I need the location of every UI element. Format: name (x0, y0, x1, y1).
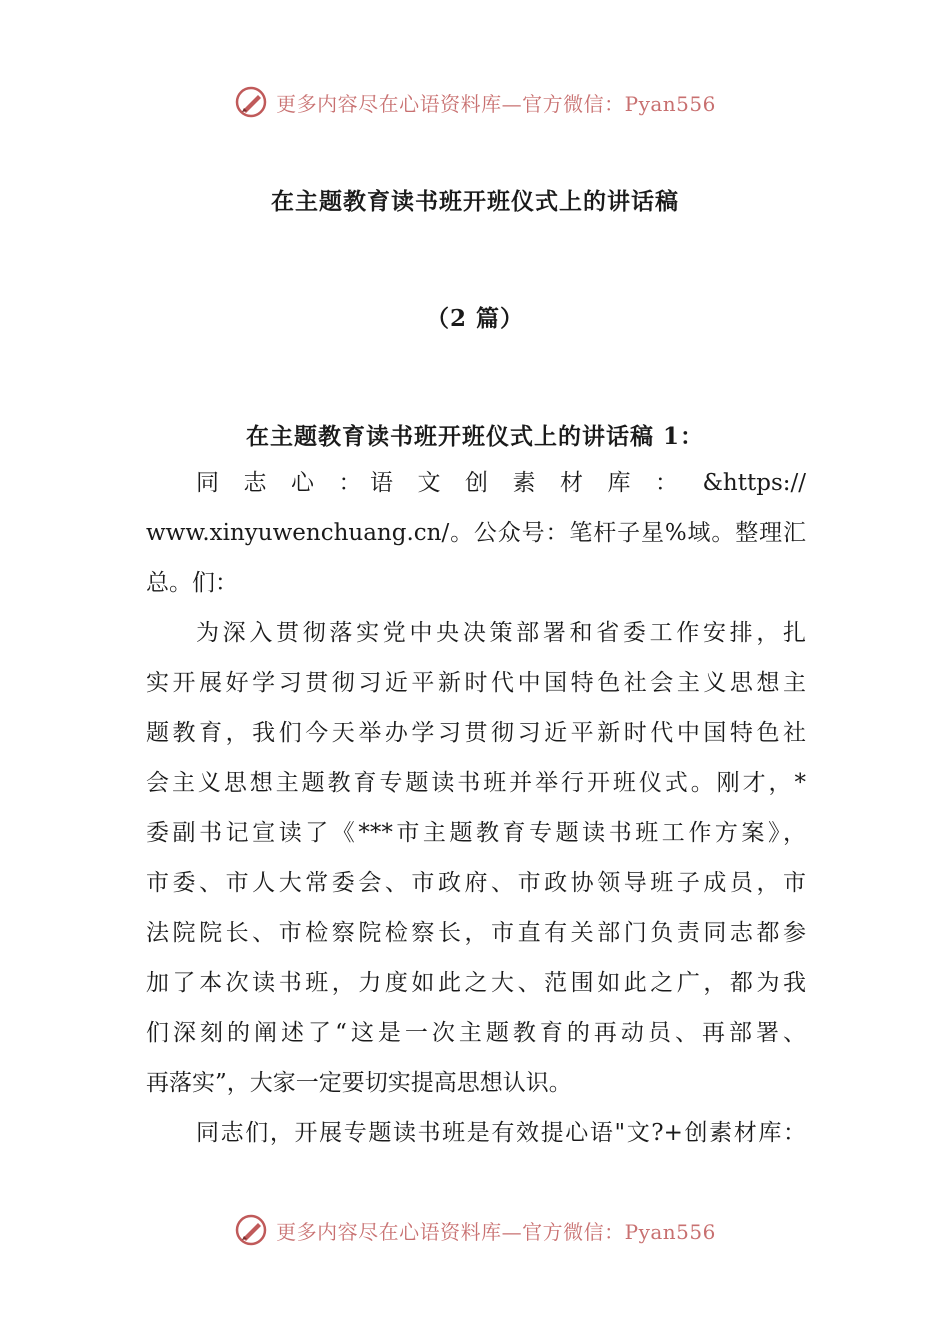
document-subtitle: 在主题教育读书班开班仪式上的讲话稿 1： (245, 423, 704, 450)
body-line: 们深刻的阐述了“这是一次主题教育的再动员、再部署、 (146, 1020, 806, 1046)
document-title: 在主题教育读书班开班仪式上的讲话稿 (271, 188, 679, 215)
body-line: 同 志 心 ：语 文 创 素 材 库 ： &https:// (196, 470, 806, 496)
footer-banner-text: 更多内容尽在心语资料库—官方微信：Pyan556 (276, 1219, 716, 1244)
body-line: 会主义思想主题教育专题读书班并举行开班仪式。刚才，* (146, 770, 806, 796)
document-body (146, 458, 806, 1158)
document-count: （2 篇） (425, 305, 524, 332)
body-line: 市委、市人大常委会、市政府、市政协领导班子成员，市 (146, 870, 806, 896)
pen-logo-icon (234, 1213, 268, 1247)
body-line: 再落实”，大家一定要切实提高思想认识。 (146, 1070, 572, 1096)
body-line: 同志们，开展专题读书班是有效提心语"文?+创素材库： (196, 1120, 806, 1146)
header-banner-text: 更多内容尽在心语资料库—官方微信：Pyan556 (276, 91, 716, 116)
body-line: 为深入贯彻落实党中央决策部署和省委工作安排，扎 (196, 620, 806, 646)
footer-banner (0, 1208, 950, 1252)
body-line: 加了本次读书班，力度如此之大、范围如此之广，都为我 (146, 970, 806, 996)
body-line: 实开展好学习贯彻习近平新时代中国特色社会主义思想主 (146, 670, 806, 696)
body-line: 题教育，我们今天举办学习贯彻习近平新时代中国特色社 (146, 720, 806, 746)
pen-logo-icon (234, 85, 268, 119)
body-line: 法院院长、市检察院检察长，市直有关部门负责同志都参 (146, 920, 806, 946)
body-line: 总。们： (146, 570, 238, 596)
body-line: www.xinyuwenchuang.cn/。公众号：笔杆子星%域。整理汇 (146, 520, 806, 546)
body-line: 委副书记宣读了《***市主题教育专题读书班工作方案》， (146, 820, 806, 846)
header-banner (0, 80, 950, 124)
